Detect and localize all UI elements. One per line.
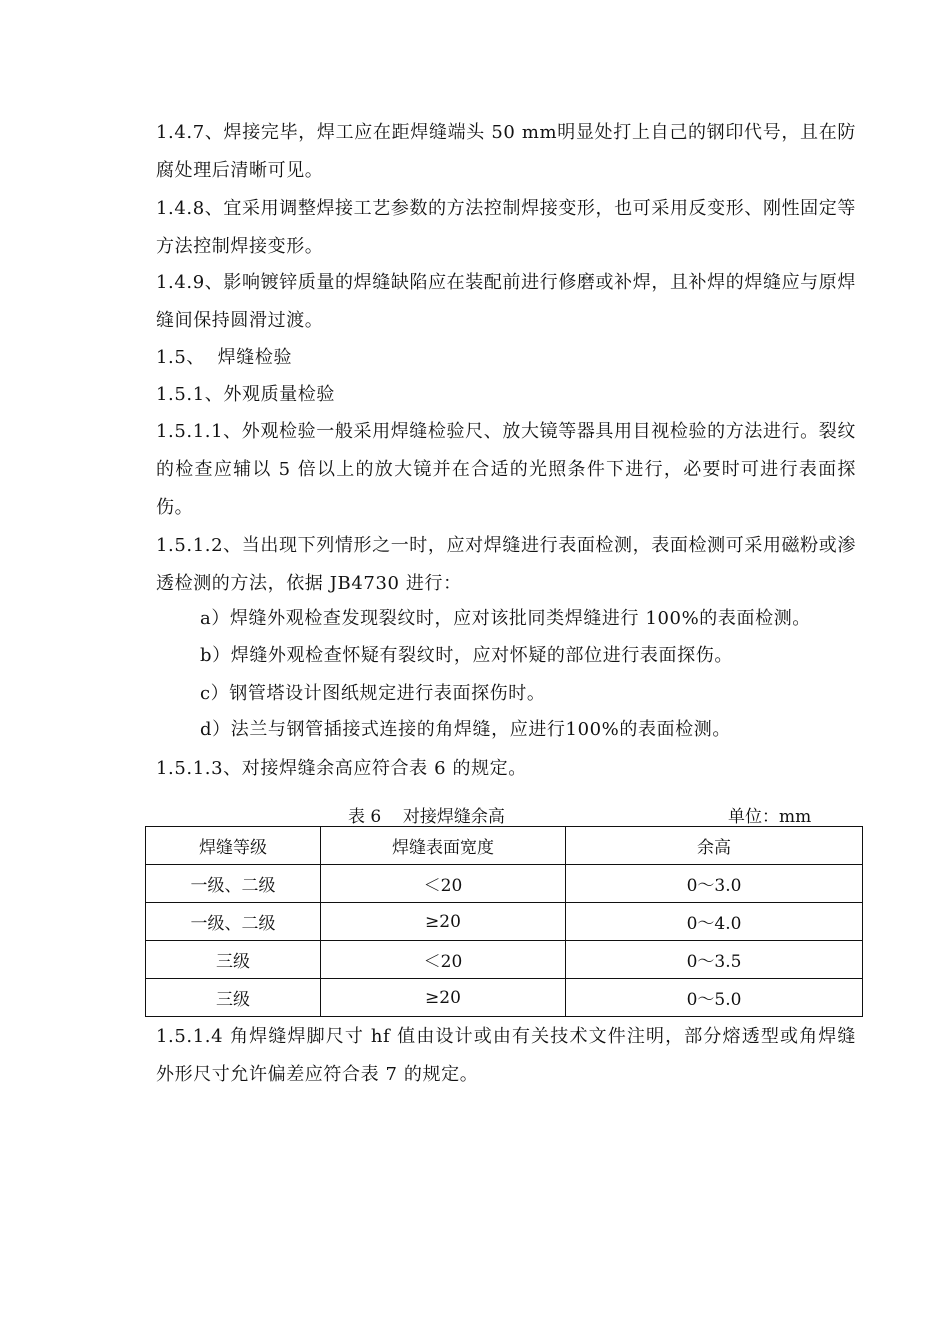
clause-1-4-8: 1.4.8、宜采用调整焊接工艺参数的方法控制焊接变形，也可采用反变形、刚性固定等方法控制焊接变形。: [156, 198, 856, 257]
clause-1-5-1-3: 1.5.1.3、对接焊缝余高应符合表 6 的规定。: [156, 758, 527, 779]
table-cell: ≥20: [321, 979, 566, 1017]
table-cell: ≥20: [321, 903, 566, 941]
clause-1-5-1-2: 1.5.1.2、当出现下列情形之一时，应对焊缝进行表面检测，表面检测可采用磁粉或渗透检测的方法，依据 JB4730 进行：: [156, 535, 856, 594]
table-unit: 单位：mm: [728, 807, 812, 827]
section-heading-1-5-1: 1.5.1、外观质量检验: [156, 384, 335, 405]
table-row: [146, 941, 863, 979]
list-item-d: d）法兰与钢管插接式连接的角焊缝，应进行100%的表面检测。: [200, 719, 731, 740]
table-cell: ＜20: [321, 941, 566, 979]
table-cell: 三级: [146, 979, 321, 1017]
header-weld-grade: 焊缝等级: [146, 827, 321, 865]
table-cell: 0～5.0: [566, 979, 863, 1017]
table-row: [146, 903, 863, 941]
table-cell: 0～3.0: [566, 865, 863, 903]
header-surface-width: 焊缝表面宽度: [321, 827, 566, 865]
clause-1-5-1-1: 1.5.1.1、外观检验一般采用焊缝检验尺、放大镜等器具用目视检验的方法进行。裂纹的检查应辅以 5 倍以上的放大镜并在合适的光照条件下进行，必要时可进行表面探伤。: [156, 421, 856, 518]
table-row: [146, 979, 863, 1017]
table-cell: 0～3.5: [566, 941, 863, 979]
table-row: [146, 865, 863, 903]
table-cell: 一级、二级: [146, 903, 321, 941]
weld-reinforcement-table: [145, 826, 863, 1017]
list-item-a: a）焊缝外观检查发现裂纹时，应对该批同类焊缝进行 100%的表面检测。: [200, 608, 811, 629]
table-cell: ＜20: [321, 865, 566, 903]
clause-1-4-7: 1.4.7、焊接完毕，焊工应在距焊缝端头 50 mm明显处打上自己的钢印代号，且在防腐处理后清晰可见。: [156, 122, 856, 181]
table-caption: 表 6 对接焊缝余高: [348, 807, 505, 827]
clause-1-5-1-4: 1.5.1.4 角焊缝焊脚尺寸 hf 值由设计或由有关技术文件注明，部分熔透型或角焊缝外形尺寸允许偏差应符合表 7 的规定。: [156, 1026, 856, 1085]
header-reinforcement: 余高: [566, 827, 863, 865]
list-item-b: b）焊缝外观检查怀疑有裂纹时，应对怀疑的部位进行表面探伤。: [200, 645, 733, 666]
table-header-row: [146, 827, 863, 865]
table-cell: 0～4.0: [566, 903, 863, 941]
table-cell: 三级: [146, 941, 321, 979]
table-cell: 一级、二级: [146, 865, 321, 903]
section-heading-1-5: 1.5、 焊缝检验: [156, 347, 293, 368]
list-item-c: c）钢管塔设计图纸规定进行表面探伤时。: [200, 683, 546, 704]
clause-1-4-9: 1.4.9、影响镀锌质量的焊缝缺陷应在装配前进行修磨或补焊，且补焊的焊缝应与原焊缝间保持圆滑过渡。: [156, 272, 856, 331]
